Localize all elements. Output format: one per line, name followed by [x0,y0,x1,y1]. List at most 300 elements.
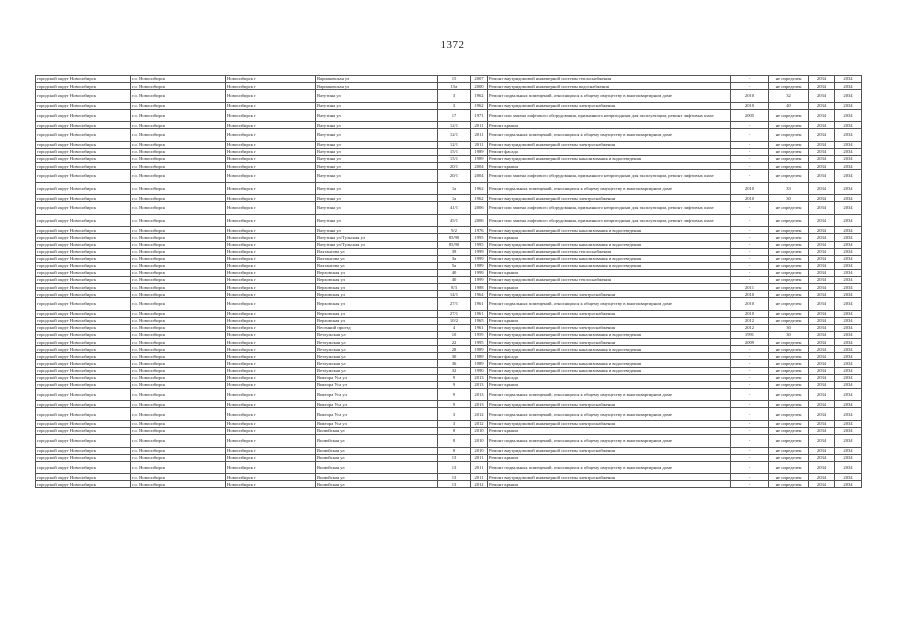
wear-cell: не определен [769,109,809,122]
street-cell: Виктора Уса ул [316,420,438,427]
city-district-cell: г.о. Новосибирск [131,241,226,248]
table-row [36,182,862,195]
build-year-cell: 1961 [471,324,488,331]
plan-end-year-cell: 2034 [835,291,862,298]
repair-year-cell: - [731,360,769,367]
locality-cell: Новосибирск г [226,102,316,109]
repair-year-cell: - [731,277,769,284]
plan-start-year-cell: 2034 [809,90,835,103]
repair-year-cell: 2012 [731,317,769,324]
build-year-cell: 2010 [471,428,488,435]
street-cell: Вилюйская ул [316,428,438,435]
wear-cell: не определен [769,255,809,262]
municipality-cell: городской округ Новосибирск [36,435,131,448]
street-cell: Вилюйская ул [316,447,438,454]
locality-cell: Новосибирск г [226,324,316,331]
wear-cell: не определен [769,360,809,367]
municipality-cell: городской округ Новосибирск [36,202,131,215]
city-district-cell: г.о. Новосибирск [131,148,226,155]
house-number-cell: 9 [438,374,471,381]
house-number-cell: 3 [438,408,471,421]
house-number-cell: 17 [438,109,471,122]
repair-year-cell: 2010 [731,90,769,103]
house-number-cell: 20/1 [438,170,471,183]
build-year-cell: 1999 [471,248,488,255]
wear-cell: не определен [769,447,809,454]
plan-end-year-cell: 2034 [835,447,862,454]
work-type-cell: Ремонт внутридомовой инженерной системы канализования и водоотведения [488,255,731,262]
build-year-cell: 1999 [471,269,488,276]
build-year-cell: 2006 [471,214,488,227]
work-type-cell: Ремонт внутридомовой инженерной системы электроснабжения [488,420,731,427]
street-cell: Виктора Уса ул [316,374,438,381]
plan-end-year-cell: 2034 [835,156,862,163]
plan-start-year-cell: 2034 [809,435,835,448]
repair-year-cell: 2012 [731,324,769,331]
municipality-cell: городской округ Новосибирск [36,248,131,255]
wear-cell: не определен [769,227,809,234]
street-cell: Ватутина ул [316,156,438,163]
plan-end-year-cell: 2034 [835,248,862,255]
locality-cell: Новосибирск г [226,461,316,474]
municipality-cell: городской округ Новосибирск [36,447,131,454]
municipality-cell: городской округ Новосибирск [36,360,131,367]
table-row [36,170,862,183]
build-year-cell: 1990 [471,367,488,374]
plan-end-year-cell: 2034 [835,332,862,339]
repair-year-cell: 2005 [731,109,769,122]
repair-year-cell: - [731,428,769,435]
plan-start-year-cell: 2034 [809,102,835,109]
table-row [36,284,862,291]
city-district-cell: г.о. Новосибирск [131,163,226,170]
work-type-cell: Ремонт внутридомовой инженерной системы канализования и водоотведения [488,360,731,367]
house-number-cell: 10/2 [438,317,471,324]
plan-start-year-cell: 2034 [809,332,835,339]
municipality-cell: городской округ Новосибирск [36,83,131,90]
street-cell: Ватутина ул [316,109,438,122]
street-cell: Ветлужская ул [316,360,438,367]
table-row [36,435,862,448]
plan-start-year-cell: 2034 [809,367,835,374]
plan-end-year-cell: 2034 [835,298,862,311]
build-year-cell: 2013 [471,401,488,408]
wear-cell: не определен [769,428,809,435]
work-type-cell: Ремонт крыши [488,317,731,324]
city-district-cell: г.о. Новосибирск [131,122,226,129]
build-year-cell: 2012 [471,481,488,488]
wear-cell: не определен [769,408,809,421]
work-type-cell: Ремонт подвальных помещений, относящихся к общему имуществу в многоквартирном доме [488,461,731,474]
plan-start-year-cell: 2034 [809,129,835,142]
plan-end-year-cell: 2034 [835,255,862,262]
table-row [36,374,862,381]
plan-end-year-cell: 2034 [835,367,862,374]
street-cell: Вилюйская ул [316,461,438,474]
house-number-cell: 3 [438,420,471,427]
municipality-cell: городской округ Новосибирск [36,277,131,284]
locality-cell: Новосибирск г [226,163,316,170]
plan-end-year-cell: 2034 [835,481,862,488]
locality-cell: Новосибирск г [226,156,316,163]
locality-cell: Новосибирск г [226,408,316,421]
locality-cell: Новосибирск г [226,381,316,388]
house-number-cell: 85/90 [438,241,471,248]
table-row [36,83,862,90]
work-type-cell: Ремонт фасада [488,148,731,155]
locality-cell: Новосибирск г [226,227,316,234]
repair-year-cell: 2010 [731,195,769,202]
house-number-cell: 8 [438,435,471,448]
street-cell: Вилюйская ул [316,454,438,461]
build-year-cell: 1989 [471,148,488,155]
city-district-cell: г.о. Новосибирск [131,435,226,448]
build-year-cell: 2010 [471,447,488,454]
street-cell: Ветлужская ул [316,353,438,360]
municipality-cell: городской округ Новосибирск [36,374,131,381]
repair-year-cell: - [731,401,769,408]
plan-end-year-cell: 2034 [835,277,862,284]
table-row [36,148,862,155]
build-year-cell: 1989 [471,360,488,367]
city-district-cell: г.о. Новосибирск [131,381,226,388]
plan-start-year-cell: 2034 [809,170,835,183]
work-type-cell: Ремонт или замена лифтового оборудования, признанного непригодным для эксплуатации, ремонт лифтовых шахт [488,202,731,215]
work-type-cell: Ремонт внутридомовой инженерной системы канализования и водоотведения [488,332,731,339]
street-cell: Ватутина ул [316,163,438,170]
city-district-cell: г.о. Новосибирск [131,284,226,291]
table-row [36,353,862,360]
house-number-cell: 27/1 [438,298,471,311]
plan-start-year-cell: 2034 [809,248,835,255]
plan-start-year-cell: 2034 [809,388,835,401]
table-row [36,90,862,103]
street-cell: Виктора Уса ул [316,401,438,408]
repair-year-cell: - [731,474,769,481]
build-year-cell: 1999 [471,277,488,284]
plan-end-year-cell: 2034 [835,408,862,421]
locality-cell: Новосибирск г [226,170,316,183]
municipality-cell: городской округ Новосибирск [36,122,131,129]
wear-cell: не определен [769,129,809,142]
house-number-cell: 5а [438,262,471,269]
repair-year-cell: - [731,141,769,148]
plan-start-year-cell: 2034 [809,284,835,291]
build-year-cell: 2011 [471,454,488,461]
table-row [36,109,862,122]
street-cell: Ветлужская ул [316,367,438,374]
city-district-cell: г.о. Новосибирск [131,474,226,481]
table-row [36,76,862,83]
build-year-cell: 2012 [471,420,488,427]
house-number-cell: 12/1 [438,141,471,148]
street-cell: Весенний проезд [316,324,438,331]
table-row [36,317,862,324]
plan-start-year-cell: 2034 [809,202,835,215]
city-district-cell: г.о. Новосибирск [131,324,226,331]
city-district-cell: г.о. Новосибирск [131,202,226,215]
wear-cell: не определен [769,163,809,170]
build-year-cell: 2011 [471,461,488,474]
house-number-cell: 14/1 [438,291,471,298]
repair-year-cell: - [731,262,769,269]
municipality-cell: городской округ Новосибирск [36,163,131,170]
street-cell: Ветлужская ул [316,332,438,339]
plan-start-year-cell: 2034 [809,109,835,122]
municipality-cell: городской округ Новосибирск [36,284,131,291]
locality-cell: Новосибирск г [226,310,316,317]
municipality-cell: городской округ Новосибирск [36,255,131,262]
build-year-cell: 2011 [471,129,488,142]
city-district-cell: г.о. Новосибирск [131,234,226,241]
work-type-cell: Ремонт внутридомовой инженерной системы канализования и водоотведения [488,227,731,234]
locality-cell: Новосибирск г [226,367,316,374]
municipality-cell: городской округ Новосибирск [36,262,131,269]
work-type-cell: Ремонт внутридомовой инженерной системы теплоснабжения [488,76,731,83]
locality-cell: Новосибирск г [226,129,316,142]
wear-cell: не определен [769,374,809,381]
city-district-cell: г.о. Новосибирск [131,90,226,103]
repair-year-cell: - [731,156,769,163]
house-number-cell: 10 [438,332,471,339]
municipality-cell: городской округ Новосибирск [36,291,131,298]
street-cell: Вилюйская ул [316,481,438,488]
locality-cell: Новосибирск г [226,454,316,461]
table-row [36,454,862,461]
repair-year-cell: 2010 [731,298,769,311]
municipality-cell: городской округ Новосибирск [36,298,131,311]
wear-cell: не определен [769,269,809,276]
city-district-cell: г.о. Новосибирск [131,269,226,276]
plan-start-year-cell: 2034 [809,148,835,155]
city-district-cell: г.о. Новосибирск [131,277,226,284]
repair-year-cell: - [731,248,769,255]
build-year-cell: 1962 [471,102,488,109]
locality-cell: Новосибирск г [226,277,316,284]
municipality-cell: городской округ Новосибирск [36,214,131,227]
house-number-cell: 9/2 [438,227,471,234]
table-row [36,474,862,481]
plan-end-year-cell: 2034 [835,388,862,401]
wear-cell: не определен [769,339,809,346]
plan-start-year-cell: 2034 [809,374,835,381]
locality-cell: Новосибирск г [226,360,316,367]
street-cell: Ватутина ул [316,202,438,215]
wear-cell: 32 [769,90,809,103]
table-row [36,381,862,388]
plan-end-year-cell: 2034 [835,202,862,215]
table-row [36,214,862,227]
work-type-cell: Ремонт внутридомовой инженерной системы канализования и водоотведения [488,241,731,248]
plan-start-year-cell: 2034 [809,428,835,435]
wear-cell: не определен [769,284,809,291]
city-district-cell: г.о. Новосибирск [131,109,226,122]
locality-cell: Новосибирск г [226,195,316,202]
plan-end-year-cell: 2034 [835,102,862,109]
house-number-cell: 15/1 [438,156,471,163]
wear-cell: не определен [769,241,809,248]
wear-cell: 40 [769,102,809,109]
house-number-cell: 3 [438,102,471,109]
plan-start-year-cell: 2034 [809,401,835,408]
municipality-cell: городской округ Новосибирск [36,481,131,488]
build-year-cell: 1989 [471,346,488,353]
repair-year-cell: - [731,163,769,170]
build-year-cell: 2007 [471,76,488,83]
plan-end-year-cell: 2034 [835,122,862,129]
plan-start-year-cell: 2034 [809,310,835,317]
city-district-cell: г.о. Новосибирск [131,129,226,142]
plan-start-year-cell: 2034 [809,277,835,284]
locality-cell: Новосибирск г [226,291,316,298]
build-year-cell: 2004 [471,163,488,170]
build-year-cell: 1961 [471,310,488,317]
work-type-cell: Ремонт подвальных помещений, относящихся к общему имуществу в многоквартирном доме [488,129,731,142]
street-cell: Вахтангова ул [316,255,438,262]
municipality-cell: городской округ Новосибирск [36,90,131,103]
plan-end-year-cell: 2034 [835,227,862,234]
house-number-cell: 27/1 [438,310,471,317]
house-number-cell: 1а [438,195,471,202]
work-type-cell: Ремонт крыши [488,122,731,129]
plan-start-year-cell: 2034 [809,298,835,311]
street-cell: Виктора Уса ул [316,381,438,388]
plan-end-year-cell: 2034 [835,461,862,474]
work-type-cell: Ремонт или замена лифтового оборудования, признанного непригодным для эксплуатации, ремонт лифтовых шахт [488,214,731,227]
table-row [36,255,862,262]
municipality-cell: городской округ Новосибирск [36,195,131,202]
build-year-cell: 1999 [471,255,488,262]
plan-end-year-cell: 2034 [835,109,862,122]
street-cell: Вилюйская ул [316,435,438,448]
work-type-cell: Ремонт крыши [488,428,731,435]
municipality-cell: городской округ Новосибирск [36,129,131,142]
repair-year-cell: 2010 [731,102,769,109]
wear-cell: не определен [769,353,809,360]
table-row [36,298,862,311]
build-year-cell: 1964 [471,291,488,298]
work-type-cell: Ремонт внутридомовой инженерной системы канализования и водоотведения [488,262,731,269]
city-district-cell: г.о. Новосибирск [131,298,226,311]
wear-cell: 33 [769,182,809,195]
locality-cell: Новосибирск г [226,420,316,427]
street-cell: Вариаковская ул [316,76,438,83]
locality-cell: Новосибирск г [226,339,316,346]
plan-start-year-cell: 2034 [809,474,835,481]
street-cell: Верховская ул [316,310,438,317]
locality-cell: Новосибирск г [226,284,316,291]
table-row [36,156,862,163]
locality-cell: Новосибирск г [226,298,316,311]
municipality-cell: городской округ Новосибирск [36,353,131,360]
plan-start-year-cell: 2034 [809,346,835,353]
street-cell: Вахтангова ул [316,248,438,255]
work-type-cell: Ремонт подвальных помещений, относящихся к общему имуществу в многоквартирном доме [488,388,731,401]
street-cell: Ватутина ул [316,102,438,109]
locality-cell: Новосибирск г [226,474,316,481]
build-year-cell: 2011 [471,141,488,148]
table-row [36,461,862,474]
plan-start-year-cell: 2034 [809,163,835,170]
table-row [36,367,862,374]
table-row [36,388,862,401]
wear-cell: не определен [769,420,809,427]
work-type-cell: Ремонт внутридомовой инженерной системы электроснабжения [488,401,731,408]
house-number-cell: 85/90 [438,234,471,241]
table-row [36,447,862,454]
plan-end-year-cell: 2034 [835,454,862,461]
wear-cell: не определен [769,83,809,90]
plan-end-year-cell: 2034 [835,339,862,346]
street-cell: Ватутина ул [316,90,438,103]
city-district-cell: г.о. Новосибирск [131,248,226,255]
wear-cell: не определен [769,310,809,317]
work-type-cell: Ремонт внутридомовой инженерной системы канализования и водоотведения [488,367,731,374]
municipality-cell: городской округ Новосибирск [36,461,131,474]
build-year-cell: 1995 [471,241,488,248]
locality-cell: Новосибирск г [226,248,316,255]
repair-year-cell: - [731,420,769,427]
house-number-cell: 22 [438,339,471,346]
locality-cell: Новосибирск г [226,262,316,269]
municipality-cell: городской округ Новосибирск [36,227,131,234]
street-cell: Ватутина ул [316,182,438,195]
city-district-cell: г.о. Новосибирск [131,227,226,234]
municipality-cell: городской округ Новосибирск [36,367,131,374]
wear-cell: не определен [769,435,809,448]
work-type-cell: Ремонт крыши [488,481,731,488]
locality-cell: Новосибирск г [226,388,316,401]
build-year-cell: 1989 [471,156,488,163]
plan-end-year-cell: 2034 [835,182,862,195]
plan-start-year-cell: 2034 [809,195,835,202]
house-number-cell: 13 [438,474,471,481]
municipality-cell: городской округ Новосибирск [36,474,131,481]
locality-cell: Новосибирск г [226,141,316,148]
plan-start-year-cell: 2034 [809,481,835,488]
repair-year-cell: 2011 [731,284,769,291]
work-type-cell: Ремонт внутридомовой инженерной системы электроснабжения [488,291,731,298]
plan-end-year-cell: 2034 [835,234,862,241]
city-district-cell: г.о. Новосибирск [131,310,226,317]
work-type-cell: Ремонт внутридомовой инженерной системы электроснабжения [488,102,731,109]
work-type-cell: Ремонт подвальных помещений, относящихся к общему имуществу в многоквартирном доме [488,90,731,103]
locality-cell: Новосибирск г [226,148,316,155]
table-row [36,481,862,488]
municipality-cell: городской округ Новосибирск [36,148,131,155]
street-cell: Ватутина ул [316,195,438,202]
locality-cell: Новосибирск г [226,202,316,215]
street-cell: Вахтангова ул [316,262,438,269]
municipality-cell: городской округ Новосибирск [36,381,131,388]
locality-cell: Новосибирск г [226,401,316,408]
work-type-cell: Ремонт крыши [488,454,731,461]
plan-start-year-cell: 2034 [809,255,835,262]
repair-year-cell: - [731,388,769,401]
repair-year-cell: - [731,227,769,234]
locality-cell: Новосибирск г [226,76,316,83]
table-row [36,102,862,109]
municipality-cell: городской округ Новосибирск [36,388,131,401]
repair-year-cell: - [731,447,769,454]
house-number-cell: 39 [438,248,471,255]
house-number-cell: 13 [438,461,471,474]
locality-cell: Новосибирск г [226,90,316,103]
street-cell: Ветлужская ул [316,339,438,346]
house-number-cell: 45/1 [438,214,471,227]
house-number-cell: 13 [438,454,471,461]
wear-cell: не определен [769,156,809,163]
